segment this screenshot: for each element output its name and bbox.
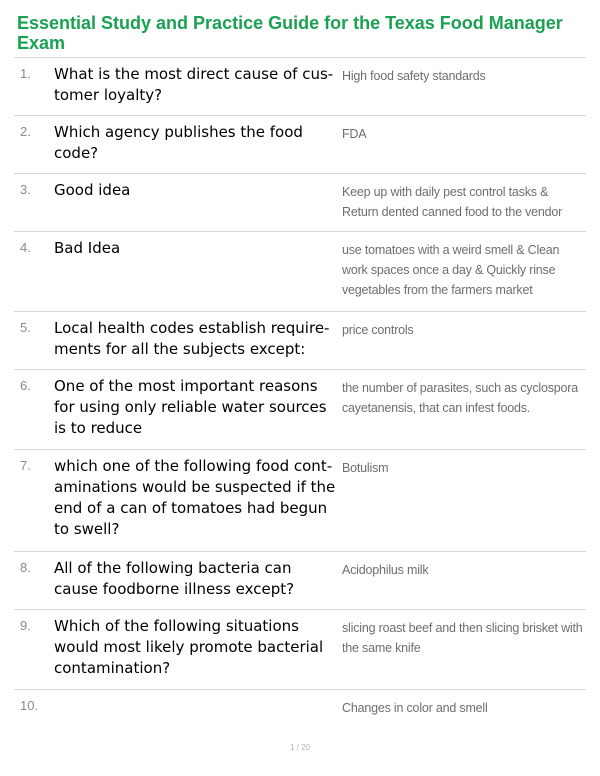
answer: High food safety standards xyxy=(342,69,486,83)
answer: use tomatoes with a weird smell & Clean work spaces once a day & Quickly rinse vegetables from the farmers market xyxy=(342,243,560,297)
item-number: 2. xyxy=(20,124,31,139)
question: Which agency publishes the food code? xyxy=(54,123,303,162)
qa-row xyxy=(14,231,586,311)
item-number: 9. xyxy=(20,618,31,633)
item-number: 7. xyxy=(20,458,31,473)
question: Bad Idea xyxy=(54,239,121,257)
question: Local health codes establish require-ments for all the subjects except: xyxy=(54,319,330,358)
page-title: Essential Study and Practice Guide for the Texas Food Manager Exam xyxy=(17,13,563,53)
question: which one of the following food cont-aminations would be suspected if the end of a can of tomatoes had begun to swell? xyxy=(54,457,336,538)
answer: Acidophilus milk xyxy=(342,563,429,577)
qa-row xyxy=(14,311,586,369)
qa-row xyxy=(14,551,586,609)
item-number: 8. xyxy=(20,560,31,575)
item-number: 4. xyxy=(20,240,31,255)
item-number: 5. xyxy=(20,320,31,335)
qa-row xyxy=(14,449,586,551)
qa-row xyxy=(14,57,586,115)
qa-row xyxy=(14,369,586,449)
question xyxy=(54,690,338,739)
answer: the number of parasites, such as cyclospora cayetanensis, that can infest foods. xyxy=(342,381,578,415)
answer: price controls xyxy=(342,323,414,337)
page-number: 1 / 20 xyxy=(289,743,310,752)
qa-row xyxy=(14,115,586,173)
qa-row xyxy=(14,173,586,231)
item-number: 6. xyxy=(20,378,31,393)
answer: slicing roast beef and then slicing brisket with the same knife xyxy=(342,621,583,655)
answer: Keep up with daily pest control tasks & Return dented canned food to the vendor xyxy=(342,185,563,219)
answer: FDA xyxy=(342,127,367,141)
answer: Changes in color and smell xyxy=(342,701,488,715)
item-number: 10. xyxy=(20,698,39,713)
item-number: 3. xyxy=(20,182,31,197)
answer: Botulism xyxy=(342,461,389,475)
question: All of the following bacteria can cause foodborne illness except? xyxy=(54,559,295,598)
question: One of the most important reasons for using only reliable water sources is to reduce xyxy=(54,377,327,437)
qa-row xyxy=(14,689,586,739)
item-number: 1. xyxy=(20,66,31,81)
question: Good idea xyxy=(54,181,131,199)
question: Which of the following situations would most likely promote bacterial contamination? xyxy=(54,617,324,677)
question: What is the most direct cause of cus-tomer loyalty? xyxy=(54,65,334,104)
qa-list xyxy=(14,57,586,739)
qa-row xyxy=(14,609,586,689)
